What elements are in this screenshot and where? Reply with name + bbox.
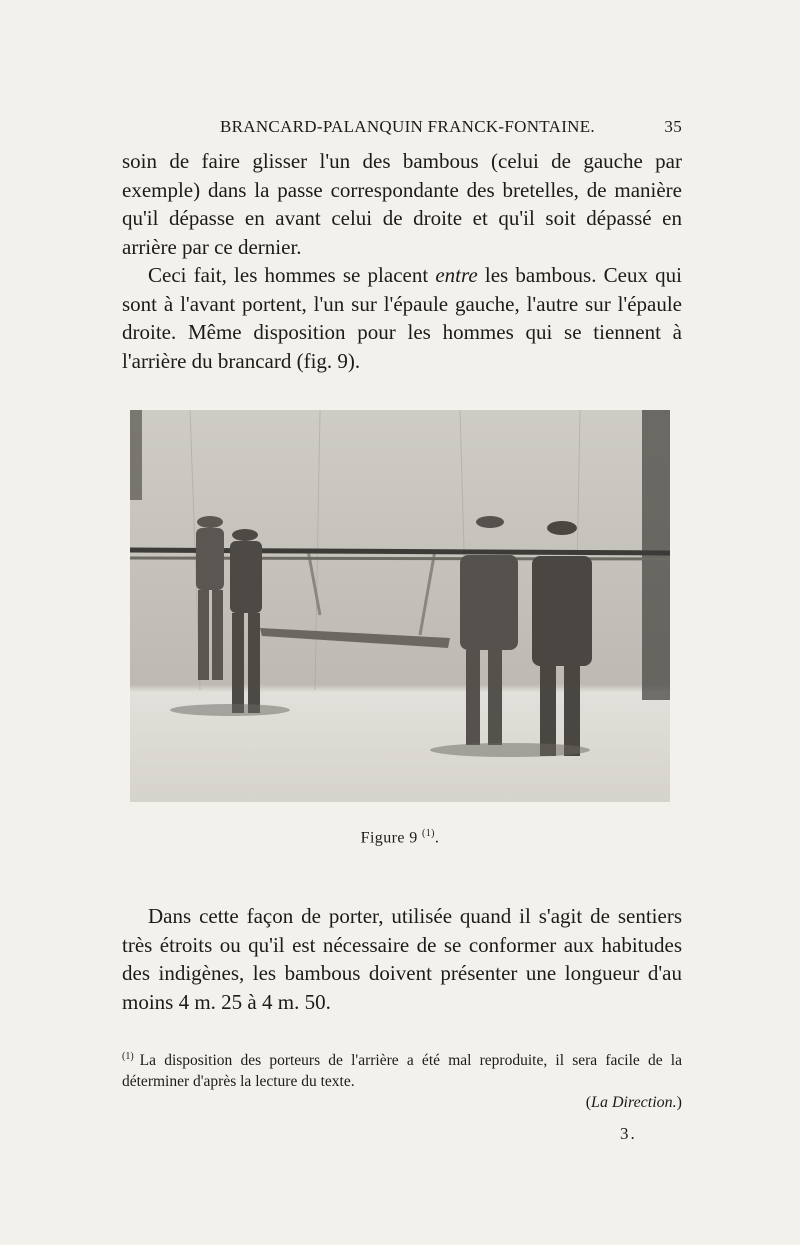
page-number: 35	[664, 117, 682, 136]
emphasis-entre: entre	[435, 263, 478, 287]
figure-9-photograph	[130, 410, 670, 802]
caption-note-mark: (1)	[422, 828, 435, 839]
footnote	[122, 1046, 682, 1092]
backdrop-left-edge	[130, 410, 142, 500]
paragraph-text	[122, 261, 682, 375]
caption-text: Figure 9	[360, 829, 418, 847]
signature-mark: 3.	[620, 1124, 637, 1143]
paragraph-text: Dans cette façon de porter, utilisée quand il s'agit de sentiers très étroits ou qu'il est nécessaire de se conformer aux habitudes des indigènes, les bambous doivent présenter une longueur d'au moins 4 m. 25 à 4 m. 50.	[122, 904, 682, 1014]
paragraph-continuation	[122, 147, 682, 261]
running-title: BRANCARD-PALANQUIN FRANCK-FONTAINE.	[220, 117, 595, 136]
paragraph-text-start: Ceci fait, les hommes se placent	[148, 263, 436, 287]
figure-caption	[0, 828, 800, 847]
paragraph-narrow-paths	[122, 902, 682, 1016]
footnote-signature	[586, 1094, 682, 1112]
caption-end: .	[434, 829, 440, 847]
paragraph-text-end: les bambous. Ceux qui sont à l'avant portent, l'un sur l'épaule gauche, l'autre sur l'épaule droite. Même disposition pour les hommes qui se tiennent à l'arrière du brancard (fig. 9).	[122, 263, 682, 373]
signature-text: La Direction.	[591, 1094, 677, 1111]
signature-open-paren: (	[585, 1094, 592, 1111]
footnote-text: La disposition des porteurs de l'arrière a été mal reproduite, il sera facile de la déterminer d'après la lecture du texte.	[122, 1052, 682, 1091]
paragraph-bearers-position	[122, 261, 682, 375]
signature-close-paren: )	[676, 1094, 682, 1111]
stretcher-bearers-photo	[130, 410, 670, 802]
footnote-mark: (1)	[122, 1051, 134, 1062]
paragraph-text: soin de faire glisser l'un des bambous (celui de gauche par exemple) dans la passe correspondante des bretelles, de manière qu'il dépasse en avant celui de droite et qu'il soit dépassé en arrière par ce dernier.	[122, 149, 682, 259]
